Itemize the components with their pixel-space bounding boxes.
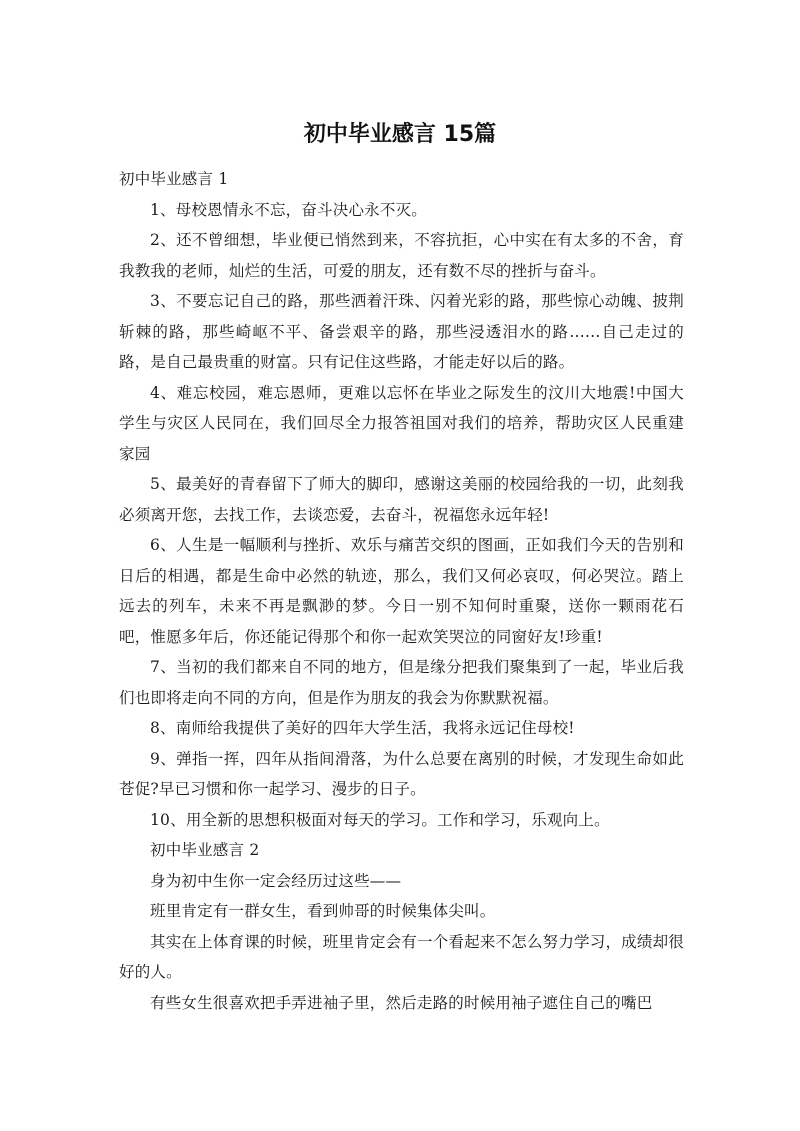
document-body [119, 164, 684, 1018]
paragraph: 3、不要忘记自己的路，那些洒着汗珠、闪着光彩的路，那些惊心动魄、披荆斩棘的路，那些崎岖不平、备尝艰辛的路，那些浸透泪水的路……自己走过的路，是自己最贵重的财富。只有记住这些路，才能走好以后的路。 [119, 292, 684, 371]
paragraph: 10、用全新的思想积极面对每天的学习。工作和学习，乐观向上。 [150, 810, 610, 829]
section-heading: 初中毕业感言 2 [150, 841, 260, 859]
paragraph: 4、难忘校园，难忘恩师，更难以忘怀在毕业之际发生的汶川大地震!中国大学生与灾区人民同在，我们回尽全力报答祖国对我们的培养，帮助灾区人民重建家园 [119, 383, 684, 463]
paragraph: 身为初中生你一定会经历过这些—— [150, 871, 402, 890]
paragraph: 5、最美好的青春留下了师大的脚印，感谢这美丽的校园给我的一切，此刻我必须离开您，去找工作，去谈恋爱，去奋斗，祝福您永远年轻! [119, 475, 684, 524]
paragraph: 班里肯定有一群女生，看到帅哥的时候集体尖叫。 [150, 902, 496, 920]
paragraph: 7、当初的我们都来自不同的地方，但是缘分把我们聚集到了一起，毕业后我们也即将走向不同的方向，但是作为朋友的我会为你默默祝福。 [119, 658, 684, 707]
paragraph: 2、还不曾细想，毕业便已悄然到来，不容抗拒，心中实在有太多的不舍，育我教我的老师，灿烂的生活，可爱的朋友，还有数不尽的挫折与奋斗。 [119, 231, 684, 280]
paragraph: 6、人生是一幅顺利与挫折、欢乐与痛苦交织的图画，正如我们今天的告别和日后的相遇，都是生命中必然的轨迹，那么，我们又何必哀叹，何必哭泣。踏上远去的列车，未来不再是飘渺的梦。今日一别不知何时重聚，送你一颗雨花石吧，惟愿多年后，你还能记得那个和你一起欢笑哭泣的同窗好友!珍重! [119, 536, 684, 646]
section-heading: 初中毕业感言 1 [119, 170, 229, 188]
paragraph: 其实在上体育课的时候，班里肯定会有一个看起来不怎么努力学习，成绩却很好的人。 [119, 932, 684, 981]
paragraph: 1、母校恩情永不忘，奋斗决心永不灭。 [150, 200, 427, 219]
paragraph: 有些女生很喜欢把手弄进袖子里，然后走路的时候用袖子遮住自己的嘴巴 [150, 993, 653, 1012]
document-title: 初中毕业感言 15篇 [303, 122, 497, 147]
paragraph: 9、弹指一挥，四年从指间滑落，为什么总要在离别的时候，才发现生命如此苍促?早已习惯和你一起学习、漫步的日子。 [119, 749, 684, 798]
paragraph: 8、南师给我提供了美好的四年大学生活，我将永远记住母校! [150, 719, 575, 737]
